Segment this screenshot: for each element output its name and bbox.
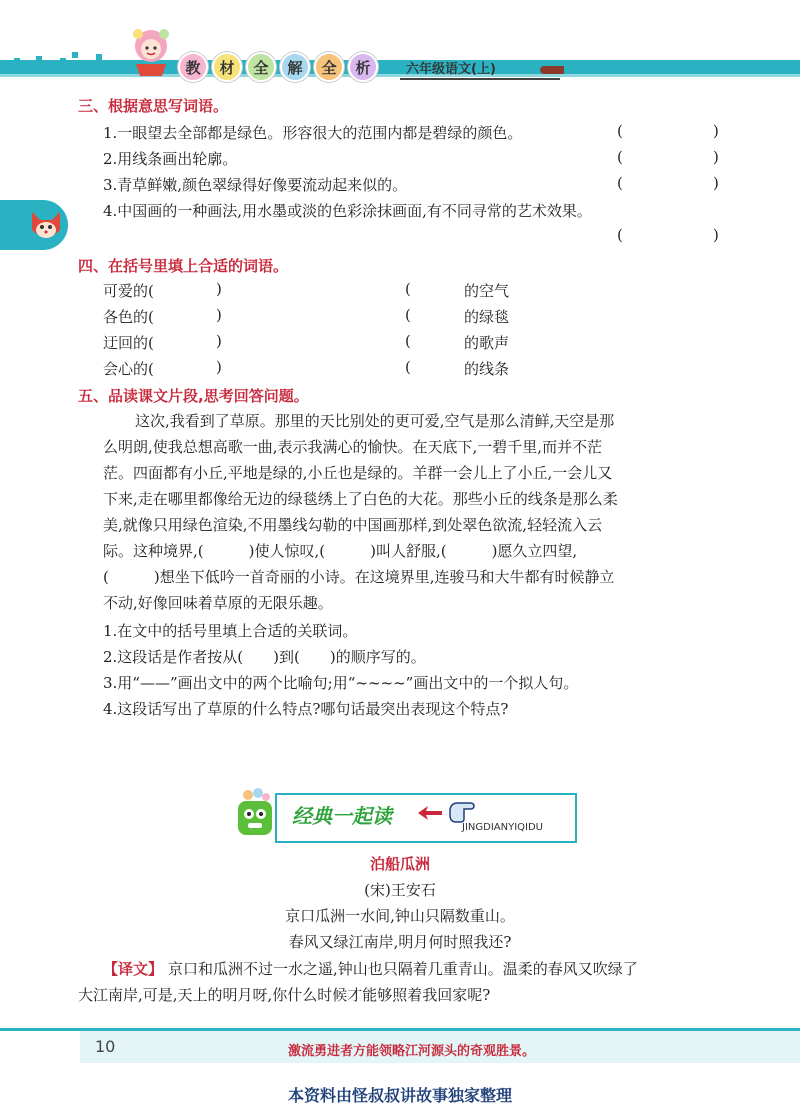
footer-source: 本资料由怪叔叔讲故事独家整理 — [287, 1086, 512, 1105]
answer-paren-open: ( — [617, 122, 623, 140]
fill-right-label: 的歌声 — [464, 334, 510, 352]
passage-line: 不动,好像回味着草原的无限乐趣。 — [103, 594, 333, 612]
passage-line: ( )想坐下低吟一首奇丽的小诗。在这境界里,连骏马和大牛都有时候静立 — [103, 568, 615, 586]
passage-line: 这次,我看到了草原。那里的天比别处的更可爱,空气是那么清鲜,天空是那 — [135, 412, 615, 430]
girl-mascot-icon — [122, 22, 180, 78]
answer-paren-close: ) — [713, 174, 719, 192]
fill-right-open: ( — [405, 358, 411, 376]
section-3-heading: 三、根据意思写词语。 — [78, 97, 229, 115]
page-number: 10 — [95, 1037, 116, 1056]
answer-paren-close: ) — [713, 148, 719, 166]
banner-pinyin: JINGDIANYIQIDU — [462, 822, 543, 833]
question-item: 2.这段话是作者按从( )到( )的顺序写的。 — [103, 648, 426, 666]
arrow-icon — [418, 806, 442, 820]
question-item: 1.在文中的括号里填上合适的关联词。 — [103, 622, 358, 640]
header-subtitle: 六年级语文(上) — [406, 62, 496, 77]
fill-left-label: 各色的( — [103, 308, 154, 326]
question-item: 4.这段话写出了草原的什么特点?哪句话最突出表现这个特点? — [103, 700, 509, 718]
translation-line: 大江南岸,可是,天上的明月呀,你什么时候才能够照着我回家呢? — [78, 986, 491, 1004]
header-title-char: 析 — [348, 52, 378, 82]
header-title-char: 解 — [280, 52, 310, 82]
answer-paren-open: ( — [617, 148, 623, 166]
section-3-item: 1.一眼望去全部都是绿色。形容很大的范围内都是碧绿的颜色。 — [103, 124, 523, 142]
fill-left-label: 迂回的( — [103, 334, 154, 352]
footer-motto: 激流勇进者方能领略江河源头的奇观胜景。 — [288, 1044, 536, 1059]
fill-right-label: 的绿毯 — [464, 308, 510, 326]
fill-left-close: ) — [216, 306, 222, 324]
fill-left-close: ) — [216, 280, 222, 298]
section-3-item: 3.青草鲜嫩,颜色翠绿得好像要流动起来似的。 — [103, 176, 408, 194]
poem-author: (宋)王安石 — [364, 881, 436, 899]
passage-line: 下来,走在哪里都像给无边的绿毯绣上了白色的大花。那些小丘的线条是那么柔 — [103, 490, 618, 508]
fill-right-open: ( — [405, 280, 411, 298]
answer-paren-open: ( — [617, 174, 623, 192]
poem-title: 泊船瓜洲 — [369, 855, 430, 873]
translation-line: 京口和瓜洲不过一水之遥,钟山也只隔着几重青山。温柔的春风又吹绿了 — [168, 960, 638, 978]
header-title — [178, 52, 378, 82]
green-monster-icon — [228, 787, 282, 841]
section-5-heading: 五、品读课文片段,思考回答问题。 — [78, 387, 309, 405]
fox-mascot-icon — [26, 204, 66, 244]
poem-line: 春风又绿江南岸,明月何时照我还? — [288, 933, 512, 951]
header-title-char: 材 — [212, 52, 242, 82]
section-3-item: 4.中国画的一种画法,用水墨或淡的色彩涂抹画面,有不同寻常的艺术效果。 — [103, 202, 592, 220]
header-title-char: 全 — [314, 52, 344, 82]
fill-left-label: 可爱的( — [103, 282, 154, 300]
question-item: 3.用“——”画出文中的两个比喻句;用“~~~~”画出文中的一个拟人句。 — [103, 674, 579, 692]
section-3-item: 2.用线条画出轮廓。 — [103, 150, 238, 168]
passage-line: 茫。四面都有小丘,平地是绿的,小丘也是绿的。羊群一会儿上了小丘,一会儿又 — [103, 464, 613, 482]
fill-right-open: ( — [405, 306, 411, 324]
answer-paren-close: ) — [713, 122, 719, 140]
translation-tag: 【译文】 — [103, 960, 164, 978]
section-4-heading: 四、在括号里填上合适的词语。 — [78, 257, 289, 275]
fill-left-close: ) — [216, 358, 222, 376]
fill-left-close: ) — [216, 332, 222, 350]
fill-right-label: 的线条 — [464, 360, 510, 378]
poem-line: 京口瓜洲一水间,钟山只隔数重山。 — [285, 907, 515, 925]
passage-line: 美,就像只用绿色渲染,不用墨线勾勒的中国画那样,到处翠色欲流,轻轻流入云 — [103, 516, 603, 534]
banner-title: 经典一起读 — [292, 804, 392, 828]
pen-icon — [540, 66, 564, 74]
header-title-char: 教 — [178, 52, 208, 82]
fill-right-open: ( — [405, 332, 411, 350]
pointing-hand-icon — [448, 797, 476, 823]
answer-paren-open: ( — [617, 226, 623, 244]
header-title-char: 全 — [246, 52, 276, 82]
fill-right-label: 的空气 — [464, 282, 510, 300]
fill-left-label: 会心的( — [103, 360, 154, 378]
passage-line: 际。这种境界,( )使人惊叹,( )叫人舒服,( )愿久立四望, — [103, 542, 578, 560]
passage-line: 么明朗,使我总想高歌一曲,表示我满心的愉快。在天底下,一碧千里,而并不茫 — [103, 438, 603, 456]
answer-paren-close: ) — [713, 226, 719, 244]
header-subtitle-underline — [400, 78, 560, 80]
